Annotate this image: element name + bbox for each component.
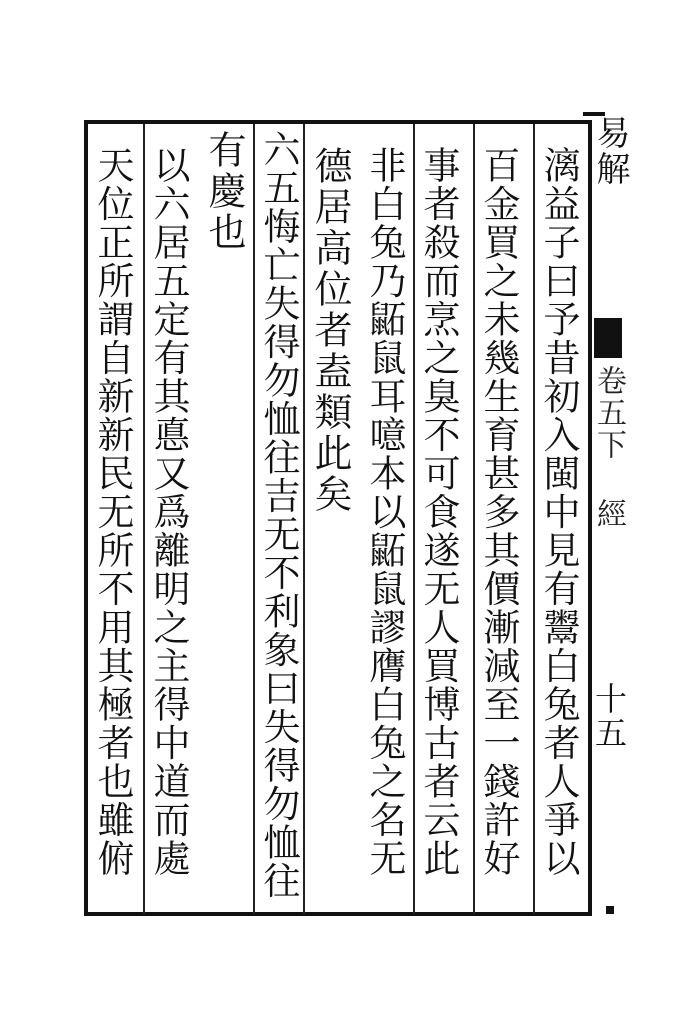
text-column-8: 以六居五定有其悳又爲離明之主得中道而處	[147, 146, 190, 878]
column-rule	[473, 124, 475, 914]
text-column-2: 百金買之未幾生育甚多其價漸減至一錢許好	[477, 146, 520, 878]
fish-tail-mark	[594, 318, 622, 358]
text-column-6: 六五悔亡失得勿恤往吉无不利象曰失得勿恤往	[257, 130, 300, 900]
margin-title: 易解	[590, 115, 630, 187]
column-rule	[413, 124, 415, 914]
text-column-9: 天位正所謂自新新民无所不用其極者也雖俯	[91, 146, 134, 878]
text-column-4: 非白兔乃鼫鼠耳噫本以鼫鼠謬膺白兔之名无	[363, 146, 406, 878]
column-rule	[253, 124, 255, 914]
margin-page-number: 十五	[590, 682, 628, 750]
text-column-7: 有慶也	[202, 130, 246, 253]
text-column-3: 事者殺而烹之臭不可食遂无人買博古者云此	[417, 146, 460, 878]
column-rule	[143, 124, 145, 914]
column-rule	[303, 124, 305, 914]
text-column-1: 漓益子曰予昔初入閩中見有鬻白兔者人爭以	[537, 146, 580, 878]
column-rule	[533, 124, 535, 914]
margin-volume: 卷五下 經	[591, 365, 626, 530]
corner-mark	[606, 906, 614, 914]
text-column-5: 德居高位者盍類此矣	[308, 146, 352, 515]
